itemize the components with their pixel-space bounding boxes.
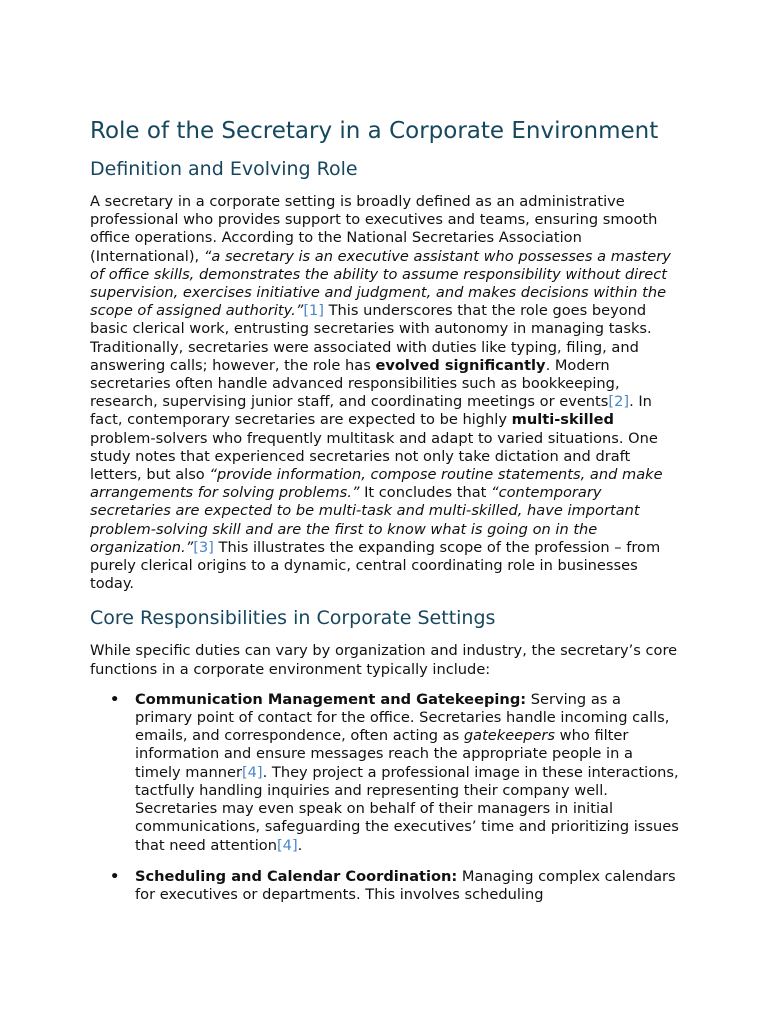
citation-link-4b[interactable]: [4] — [276, 836, 298, 854]
text-run: This illustrates the expanding scope of the profession – from purely clerical origins to a dynamic, central coordinating role in businesses today. — [90, 538, 661, 593]
text-run: problem-solvers who frequently multitask and adapt to varied situations. One study notes that experienced secretaries not only take dictation and draft letters, but also — [90, 429, 658, 484]
list-item — [90, 868, 680, 904]
text-run: Managing complex calendars for executives or departments. This involves scheduling — [135, 867, 676, 903]
quote-study: “provide information, compose routine statements, and make arrangements for solving problems.” — [90, 466, 663, 502]
responsibilities-list — [90, 691, 680, 904]
list-item — [90, 691, 680, 855]
emphasis-evolved: evolved significantly — [375, 356, 546, 374]
list-item-label: Scheduling and Calendar Coordination: — [135, 867, 458, 885]
document-page — [90, 116, 680, 917]
paragraph-definition — [90, 193, 680, 593]
text-run: . Modern secretaries often handle advanced responsibilities such as bookkeeping, research, supervising junior staff, and coordinating meetings or events — [90, 356, 620, 411]
list-item-label: Communication Management and Gatekeeping: — [135, 690, 527, 708]
quote-conclusion: “contemporary secretaries are expected to be multi-task and multi-skilled, have important problem-solving skill and are the first to know what is going on in the organization.” — [90, 484, 640, 556]
text-run: A secretary in a corporate setting is broadly defined as an administrative professional who provides support to executives and teams, ensuring smooth office operations. According to the National Secretaries Association (International), — [90, 193, 658, 265]
section-heading-core-responsibilities: Core Responsibilities in Corporate Settings — [90, 607, 496, 630]
text-run: . In fact, contemporary secretaries are expected to be highly — [90, 393, 652, 429]
text-run: . They project a professional image in these interactions, tactfully handling inquiries and representing their company well. Secretaries may even speak on behalf of their managers in initial communications, safeguarding the executives’ time and prioritizing issues that need attention — [135, 763, 679, 854]
citation-link-2[interactable]: [2] — [608, 393, 630, 411]
citation-link-1[interactable]: [1] — [303, 302, 324, 320]
text-run: . — [297, 836, 303, 854]
citation-link-3[interactable]: [3] — [193, 538, 214, 556]
quote-nsa: “a secretary is an executive assistant who possesses a mastery of office skills, demonstrates the ability to assume responsibility without direct supervision, exercises initiative and judgment, and makes decisions within the scope of assigned authority.” — [90, 247, 671, 320]
citation-link-4[interactable]: [4] — [241, 763, 263, 781]
document-title: Role of the Secretary in a Corporate Environment — [90, 118, 659, 144]
emphasis-gatekeepers: gatekeepers — [463, 727, 556, 745]
text-run: Serving as a primary point of contact for the office. Secretaries handle incoming calls, emails, and correspondence, often acting as — [135, 690, 670, 745]
section-heading-definition: Definition and Evolving Role — [90, 158, 358, 180]
bullet-icon: • — [110, 867, 120, 885]
text-run: who filter information and ensure messages reach the appropriate people in a timely manner — [135, 727, 633, 781]
text-run: This underscores that the role goes beyond basic clerical work, entrusting secretaries with autonomy in managing tasks. Traditionally, secretaries were associated with duties like typing, filing, and answering calls; however, the role has — [90, 302, 652, 374]
emphasis-multi-skilled: multi-skilled — [511, 411, 615, 429]
text-run: It concludes that — [359, 484, 492, 502]
paragraph-core-intro: While specific duties can vary by organization and industry, the secretary’s core functions in a corporate environment typically include: — [90, 642, 678, 678]
bullet-icon: • — [110, 690, 120, 708]
